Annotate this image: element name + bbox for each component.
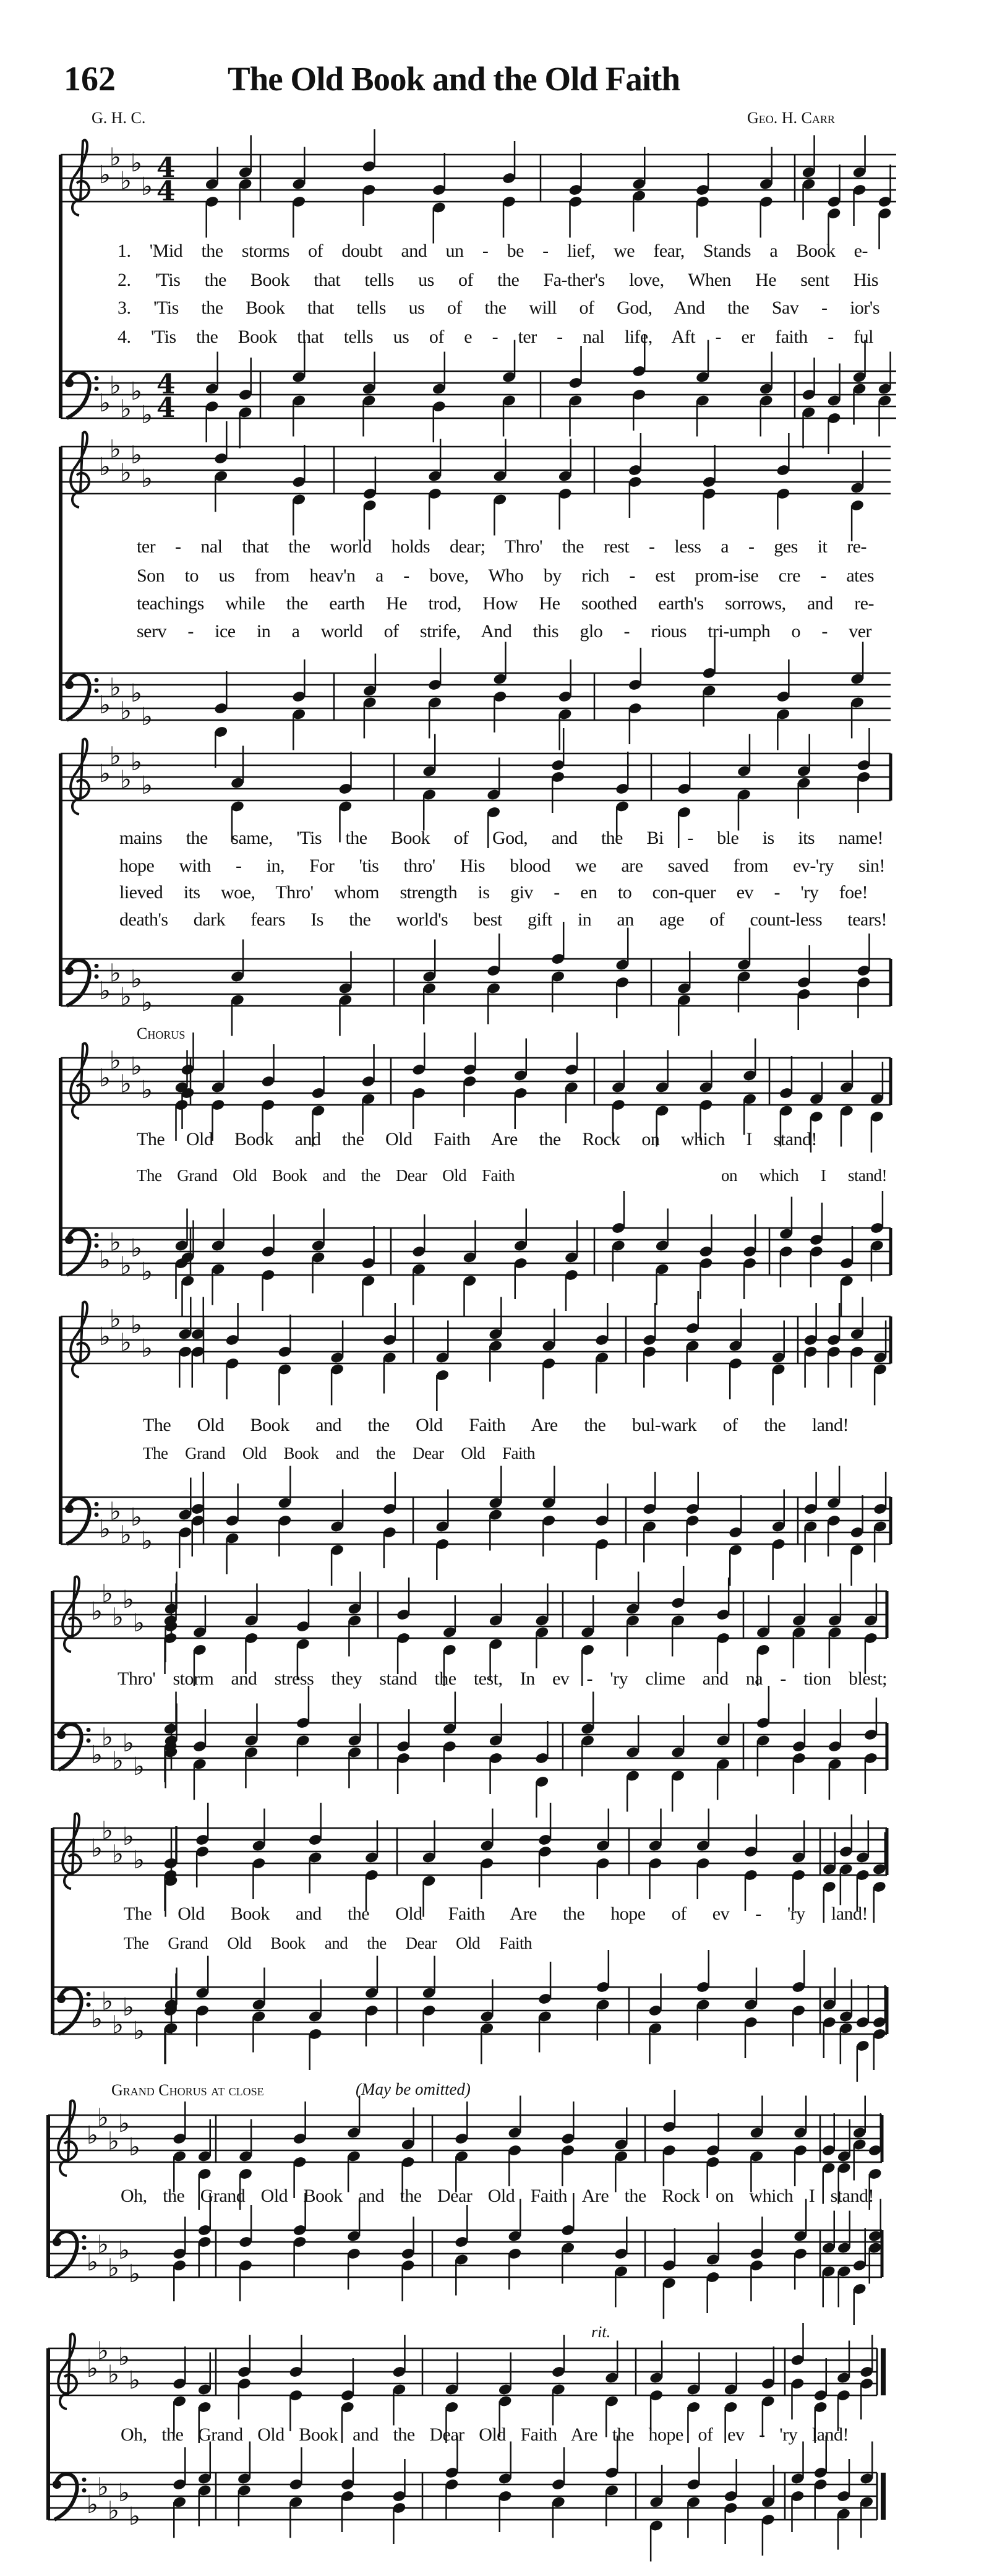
flat-icon: ♭	[120, 166, 132, 195]
lyric-line: serv - ice in a world of strife, And this glo - rious tri-umph o - ver	[137, 621, 871, 642]
flat-icon: ♭	[109, 1046, 121, 1075]
flat-icon: ♭	[101, 1579, 113, 1608]
flat-icon: ♭	[120, 765, 132, 794]
flat-icon: ♭	[108, 2496, 119, 2525]
chorus-echo-lyric: The Grand Old Book and the Dear Old Faith	[143, 1444, 535, 1462]
lyric-line: hope with - in, For 'tis thro' His blood we are saved from ev-'ry sin!	[119, 856, 885, 876]
flat-icon: ♭	[87, 2355, 98, 2383]
flat-icon: ♭	[109, 673, 121, 702]
grand-chorus-lyric: Oh, the Grand Old Book and the Dear Old Faith Are the Rock on which I stand!	[121, 2186, 874, 2206]
flat-icon: ♭	[91, 1741, 103, 1769]
chorus-lyric: The Old Book and the Old Faith Are the bul-wark of the land!	[143, 1415, 849, 1435]
flat-icon: ♭	[120, 697, 132, 726]
flat-icon: ♭	[108, 2360, 119, 2389]
flat-icon: ♭	[99, 977, 111, 1005]
hymn-number: 162	[64, 60, 116, 98]
flat-icon: ♭	[109, 435, 121, 464]
grand-chorus-label: Grand Chorus at close	[111, 2081, 264, 2099]
bass-clef-dot	[95, 1233, 99, 1237]
bass-clef-dot	[95, 387, 99, 391]
flat-icon: ♭	[133, 2017, 145, 2045]
flat-icon: ♭	[109, 1305, 121, 1334]
flat-icon: ♭	[131, 679, 142, 708]
flat-icon: ♭	[122, 1823, 134, 1851]
flat-icon: ♭	[87, 2121, 98, 2150]
bass-clef-dot	[87, 1738, 91, 1743]
time-signature-top: 4	[156, 152, 176, 184]
flat-icon: ♭	[112, 2011, 124, 2040]
flat-icon: ♭	[109, 143, 121, 172]
flat-icon: ♭	[133, 1609, 145, 1638]
flat-icon: ♭	[129, 2366, 140, 2395]
flat-icon: ♭	[122, 1586, 134, 1614]
grand-chorus-note: (May be omitted)	[356, 2080, 471, 2098]
final-bar-line	[881, 2473, 886, 2520]
flat-icon: ♭	[131, 377, 142, 406]
lyric-line: teachings while the earth He trod, How He soothed earth's sorrows, and re-	[137, 593, 874, 614]
time-signature-bottom: 4	[156, 176, 176, 207]
flat-icon: ♭	[112, 1840, 124, 1869]
flat-icon: ♭	[141, 465, 153, 493]
flat-icon: ♭	[101, 1816, 113, 1845]
flat-icon: ♭	[112, 1603, 124, 1632]
lyric-line: lieved its woe, Thro' whom strength is giv - en to con-quer ev - 'ry foe!	[119, 882, 868, 903]
flat-icon: ♭	[97, 2103, 109, 2132]
flat-icon: ♭	[108, 2254, 119, 2283]
bass-clef-dot	[82, 2478, 87, 2482]
flat-icon: ♭	[118, 2343, 130, 2371]
flat-icon: ♭	[141, 989, 153, 1017]
flat-icon: ♭	[109, 371, 121, 400]
bass-clef-dot	[95, 376, 99, 380]
lyric-line: 1. 'Mid the storms of doubt and un - be - lief, we fear, Stands a Book e-	[118, 241, 868, 261]
flat-icon: ♭	[141, 703, 153, 731]
chorus-lyric: Thro' storm and stress they stand the test, In ev - 'ry clime and na - tion blest;	[118, 1668, 887, 1689]
flat-icon: ♭	[141, 771, 153, 800]
flat-icon: ♭	[109, 1497, 121, 1526]
flat-icon: ♭	[87, 2248, 98, 2277]
flat-icon: ♭	[91, 2005, 103, 2033]
flat-icon: ♭	[131, 748, 142, 776]
flat-icon: ♭	[131, 149, 142, 178]
chorus-label: Chorus	[137, 1024, 186, 1042]
hymn-title: The Old Book and the Old Faith	[228, 60, 680, 98]
flat-icon: ♭	[101, 1723, 113, 1752]
bass-clef-dot	[95, 964, 99, 968]
lyric-line: Son to us from heav'n a - bove, Who by rich - est prom-ise cre - ates	[137, 565, 874, 586]
lyric-line: 3. 'Tis the Book that tells us of the will of God, And the Sav - ior's	[118, 298, 879, 318]
flat-icon: ♭	[118, 2236, 130, 2265]
bass-clef-dot	[57, 1730, 66, 1739]
flat-icon: ♭	[112, 1746, 124, 1775]
flat-icon: ♭	[109, 1228, 121, 1257]
flat-icon: ♭	[129, 2260, 140, 2288]
flat-icon: ♭	[97, 2473, 109, 2502]
flat-icon: ♭	[131, 1311, 142, 1339]
flat-icon: ♭	[122, 1729, 134, 1758]
bass-clef-dot	[65, 1235, 74, 1244]
bass-clef-dot	[95, 689, 99, 693]
flat-icon: ♭	[131, 1052, 142, 1081]
flat-icon: ♭	[120, 1070, 132, 1099]
words-credit: G. H. C.	[92, 109, 146, 127]
bass-clef-dot	[87, 1728, 91, 1732]
flat-icon: ♭	[109, 742, 121, 771]
chorus-lyric: The Old Book and the Old Faith Are the hope of ev - 'ry land!	[124, 1904, 868, 1924]
flat-icon: ♭	[101, 1987, 113, 2016]
flat-icon: ♭	[91, 1597, 103, 1626]
flat-icon: ♭	[131, 1503, 142, 1532]
flat-icon: ♭	[97, 2337, 109, 2366]
bass-clef-dot	[53, 2480, 61, 2489]
flat-icon: ♭	[99, 161, 111, 189]
bass-clef-dot	[95, 678, 99, 682]
flat-icon: ♭	[118, 2110, 130, 2138]
flat-icon: ♭	[122, 1993, 134, 2022]
flat-icon: ♭	[99, 389, 111, 418]
lyric-line: ter - nal that the world holds dear; Thro' the rest - less a - ges it re-	[137, 536, 866, 557]
flat-icon: ♭	[133, 1753, 145, 1781]
bass-clef-dot	[82, 2235, 87, 2239]
flat-icon: ♭	[141, 173, 153, 201]
flat-icon: ♭	[131, 1234, 142, 1263]
music-credit: Geo. H. Carr	[747, 109, 835, 127]
grand-chorus-lyric: Oh, the Grand Old Book and the Dear Old Faith Are the hope of ev - 'ry land!	[121, 2424, 849, 2445]
flat-icon: ♭	[129, 2133, 140, 2162]
flat-icon: ♭	[120, 982, 132, 1011]
bass-clef-dot	[65, 966, 74, 975]
flat-icon: ♭	[120, 395, 132, 424]
flat-icon: ♭	[131, 965, 142, 994]
bass-clef-dot	[65, 680, 74, 689]
flat-icon: ♭	[120, 1328, 132, 1357]
bass-clef-dot	[82, 2488, 87, 2492]
bass-clef-dot	[95, 974, 99, 979]
lyric-line: death's dark fears Is the world's best gift in an age of count-less tears!	[119, 909, 887, 930]
flat-icon: ♭	[109, 959, 121, 988]
flat-icon: ♭	[99, 1246, 111, 1274]
flat-icon: ♭	[141, 1527, 153, 1555]
bass-clef-dot	[53, 2238, 61, 2246]
chorus-echo-lyric-end: on which I stand!	[721, 1166, 887, 1185]
bass-clef-dot	[65, 1505, 74, 1513]
flat-icon: ♭	[87, 2491, 98, 2519]
bass-clef-dot	[87, 2003, 91, 2007]
flat-icon: ♭	[133, 1846, 145, 1874]
flat-icon: ♭	[120, 1252, 132, 1281]
flat-icon: ♭	[129, 2502, 140, 2531]
flat-icon: ♭	[99, 1323, 111, 1351]
flat-icon: ♭	[99, 760, 111, 788]
final-bar-line	[881, 2348, 886, 2395]
flat-icon: ♭	[99, 691, 111, 719]
lyric-line: 2. 'Tis the Book that tells us of the Fa-ther's love, When He sent His	[118, 270, 878, 290]
flat-icon: ♭	[120, 458, 132, 487]
bass-clef-dot	[95, 1502, 99, 1506]
flat-icon: ♭	[99, 1064, 111, 1093]
lyric-line: mains the same, 'Tis the Book of God, and the Bi - ble is its name!	[119, 828, 883, 848]
bass-clef-dot	[65, 379, 74, 387]
flat-icon: ♭	[97, 2230, 109, 2259]
flat-icon: ♭	[141, 1334, 153, 1363]
bass-clef-dot	[82, 2246, 87, 2250]
flat-icon: ♭	[141, 1076, 153, 1104]
bass-clef-dot	[57, 1994, 66, 2003]
time-signature-top: 4	[156, 369, 176, 400]
bass-clef-dot	[87, 1992, 91, 1996]
lyric-line: 4. 'Tis the Book that tells us of e - ter - nal life, Aft - er faith - ful	[118, 327, 873, 347]
tempo-mark-rit: rit.	[591, 2323, 611, 2341]
flat-icon: ♭	[99, 453, 111, 481]
time-signature-bottom: 4	[156, 392, 176, 424]
flat-icon: ♭	[108, 2127, 119, 2156]
chorus-echo-lyric: The Grand Old Book and the Dear Old Faith	[137, 1166, 515, 1185]
chorus-lyric: The Old Book and the Old Faith Are the Rock on which I stand!	[137, 1129, 817, 1149]
flat-icon: ♭	[131, 441, 142, 470]
flat-icon: ♭	[120, 1521, 132, 1550]
bass-clef-dot	[95, 1243, 99, 1248]
flat-icon: ♭	[141, 1258, 153, 1286]
flat-icon: ♭	[99, 1515, 111, 1543]
flat-icon: ♭	[118, 2479, 130, 2507]
flat-icon: ♭	[141, 401, 153, 429]
chorus-echo-lyric: The Grand Old Book and the Dear Old Faith	[124, 1934, 532, 1952]
flat-icon: ♭	[91, 1834, 103, 1863]
bass-clef-dot	[95, 1513, 99, 1517]
